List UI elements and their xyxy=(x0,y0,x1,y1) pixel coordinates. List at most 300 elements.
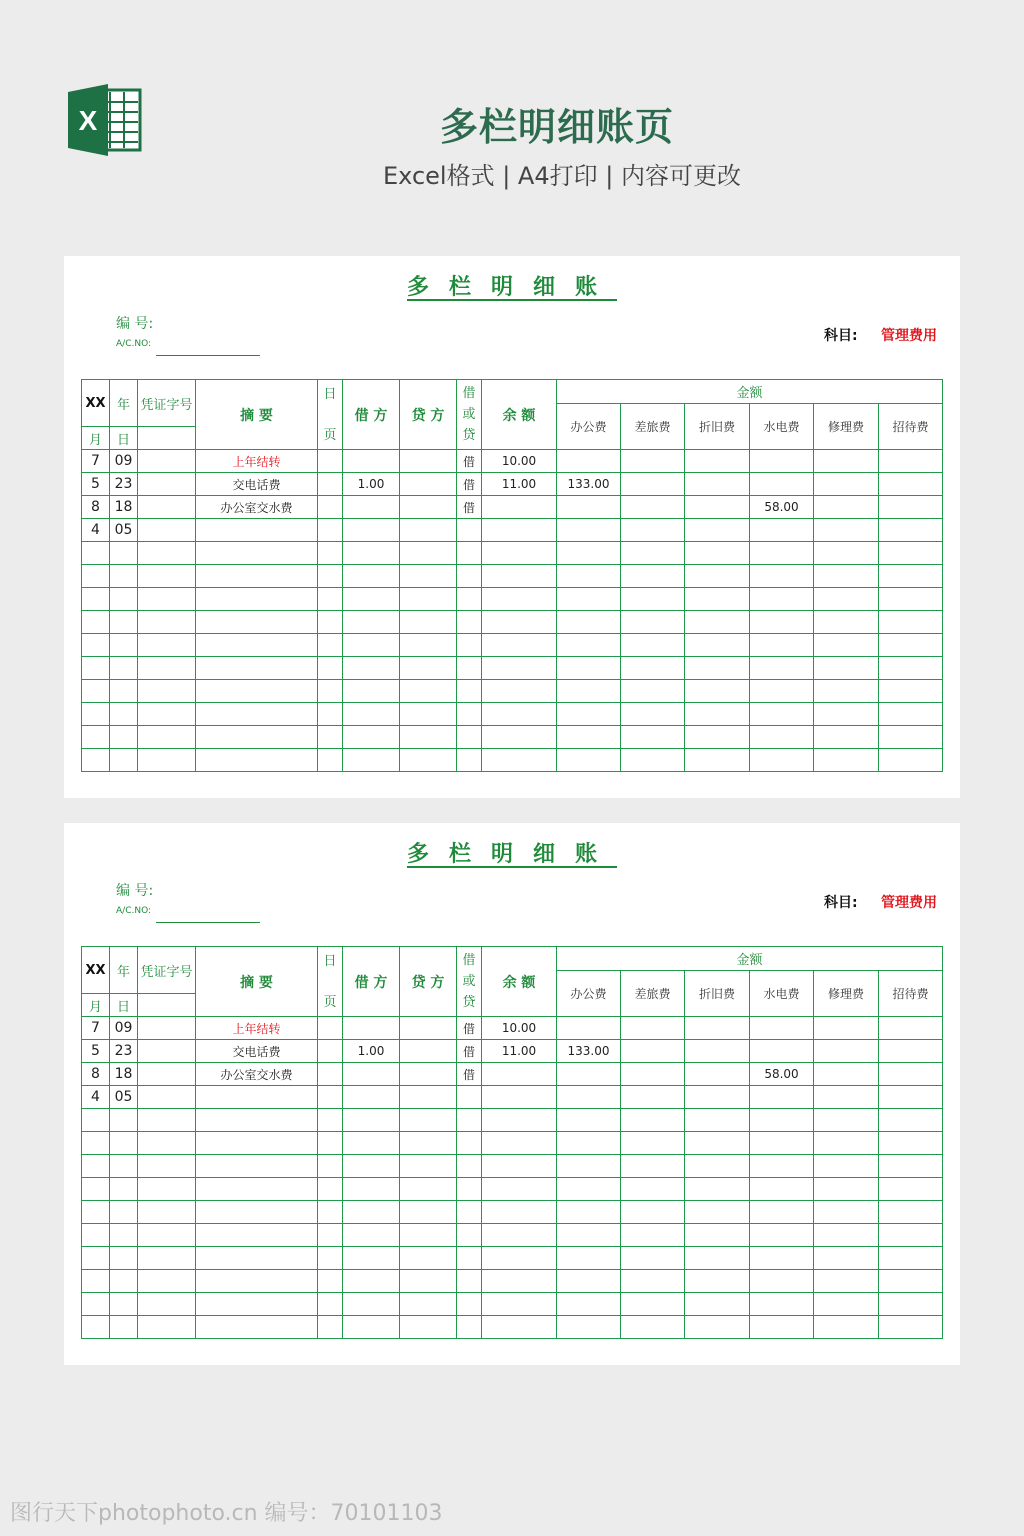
blank-cell[interactable] xyxy=(814,1201,879,1224)
blank-cell[interactable] xyxy=(621,565,685,588)
cell-c5[interactable] xyxy=(814,1017,879,1040)
cell-c6[interactable] xyxy=(879,450,943,473)
cell-dc[interactable]: 借 xyxy=(457,1063,482,1086)
blank-cell[interactable] xyxy=(814,1132,879,1155)
blank-cell[interactable] xyxy=(814,703,879,726)
blank-cell[interactable] xyxy=(621,680,685,703)
blank-cell[interactable] xyxy=(138,1316,196,1339)
blank-cell[interactable] xyxy=(482,1247,557,1270)
cell-dc[interactable]: 借 xyxy=(457,496,482,519)
blank-cell[interactable] xyxy=(400,1293,457,1316)
blank-cell[interactable] xyxy=(685,1247,750,1270)
blank-cell[interactable] xyxy=(82,1224,110,1247)
blank-cell[interactable] xyxy=(400,657,457,680)
blank-cell[interactable] xyxy=(482,703,557,726)
cell-balance[interactable]: 10.00 xyxy=(482,1017,557,1040)
blank-cell[interactable] xyxy=(685,542,750,565)
blank-cell[interactable] xyxy=(750,703,814,726)
blank-cell[interactable] xyxy=(196,749,318,772)
blank-cell[interactable] xyxy=(138,634,196,657)
blank-cell[interactable] xyxy=(685,1109,750,1132)
cell-debit[interactable] xyxy=(343,496,400,519)
cell-credit[interactable] xyxy=(400,496,457,519)
blank-cell[interactable] xyxy=(750,1155,814,1178)
cell-c4[interactable]: 58.00 xyxy=(750,496,814,519)
cell-credit[interactable] xyxy=(400,450,457,473)
blank-cell[interactable] xyxy=(318,1201,343,1224)
cell-c4[interactable]: 58.00 xyxy=(750,1063,814,1086)
blank-cell[interactable] xyxy=(138,1201,196,1224)
cell-c3[interactable] xyxy=(685,450,750,473)
blank-cell[interactable] xyxy=(685,565,750,588)
blank-cell[interactable] xyxy=(621,726,685,749)
blank-cell[interactable] xyxy=(457,1316,482,1339)
blank-cell[interactable] xyxy=(110,680,138,703)
cell-summary[interactable] xyxy=(196,519,318,542)
blank-cell[interactable] xyxy=(110,726,138,749)
blank-cell[interactable] xyxy=(457,1155,482,1178)
cell-c3[interactable] xyxy=(685,1040,750,1063)
blank-cell[interactable] xyxy=(196,1293,318,1316)
blank-cell[interactable] xyxy=(138,1109,196,1132)
blank-cell[interactable] xyxy=(557,680,621,703)
cell-summary[interactable]: 办公室交水费 xyxy=(196,496,318,519)
blank-cell[interactable] xyxy=(621,1293,685,1316)
cell-c2[interactable] xyxy=(621,473,685,496)
cell-debit[interactable] xyxy=(343,450,400,473)
cell-balance[interactable]: 11.00 xyxy=(482,1040,557,1063)
blank-cell[interactable] xyxy=(196,588,318,611)
cell-month[interactable]: 5 xyxy=(82,473,110,496)
cell-balance[interactable]: 10.00 xyxy=(482,450,557,473)
cell-c5[interactable] xyxy=(814,496,879,519)
cell-c3[interactable] xyxy=(685,1063,750,1086)
blank-cell[interactable] xyxy=(557,1132,621,1155)
blank-cell[interactable] xyxy=(196,1224,318,1247)
cell-page[interactable] xyxy=(318,1086,343,1109)
cell-dc[interactable] xyxy=(457,519,482,542)
blank-cell[interactable] xyxy=(343,703,400,726)
cell-summary[interactable] xyxy=(196,1086,318,1109)
cell-c2[interactable] xyxy=(621,1017,685,1040)
blank-cell[interactable] xyxy=(814,657,879,680)
blank-cell[interactable] xyxy=(814,1247,879,1270)
cell-month[interactable]: 5 xyxy=(82,1040,110,1063)
blank-cell[interactable] xyxy=(82,634,110,657)
blank-cell[interactable] xyxy=(110,588,138,611)
blank-cell[interactable] xyxy=(82,1178,110,1201)
blank-cell[interactable] xyxy=(685,657,750,680)
subject-value[interactable]: 管理费用 xyxy=(881,328,937,344)
blank-cell[interactable] xyxy=(400,611,457,634)
cell-c1[interactable] xyxy=(557,519,621,542)
blank-cell[interactable] xyxy=(318,726,343,749)
blank-cell[interactable] xyxy=(110,1109,138,1132)
cell-c2[interactable] xyxy=(621,519,685,542)
cell-credit[interactable] xyxy=(400,1063,457,1086)
blank-cell[interactable] xyxy=(557,565,621,588)
blank-cell[interactable] xyxy=(400,1155,457,1178)
blank-cell[interactable] xyxy=(750,1247,814,1270)
blank-cell[interactable] xyxy=(457,1270,482,1293)
cell-c5[interactable] xyxy=(814,450,879,473)
blank-cell[interactable] xyxy=(457,749,482,772)
blank-cell[interactable] xyxy=(318,1270,343,1293)
blank-cell[interactable] xyxy=(457,588,482,611)
blank-cell[interactable] xyxy=(110,1247,138,1270)
blank-cell[interactable] xyxy=(557,1270,621,1293)
blank-cell[interactable] xyxy=(814,588,879,611)
cell-c5[interactable] xyxy=(814,1086,879,1109)
blank-cell[interactable] xyxy=(196,611,318,634)
blank-cell[interactable] xyxy=(482,1178,557,1201)
blank-cell[interactable] xyxy=(621,1270,685,1293)
cell-c1[interactable]: 133.00 xyxy=(557,473,621,496)
blank-cell[interactable] xyxy=(879,1178,943,1201)
cell-credit[interactable] xyxy=(400,1017,457,1040)
cell-c2[interactable] xyxy=(621,1086,685,1109)
cell-summary[interactable]: 办公室交水费 xyxy=(196,1063,318,1086)
blank-cell[interactable] xyxy=(196,726,318,749)
blank-cell[interactable] xyxy=(750,657,814,680)
blank-cell[interactable] xyxy=(879,565,943,588)
blank-cell[interactable] xyxy=(879,1132,943,1155)
blank-cell[interactable] xyxy=(318,680,343,703)
blank-cell[interactable] xyxy=(400,542,457,565)
blank-cell[interactable] xyxy=(557,1316,621,1339)
blank-cell[interactable] xyxy=(750,1316,814,1339)
blank-cell[interactable] xyxy=(879,634,943,657)
blank-cell[interactable] xyxy=(196,1316,318,1339)
blank-cell[interactable] xyxy=(400,1178,457,1201)
cell-day[interactable]: 23 xyxy=(110,473,138,496)
blank-cell[interactable] xyxy=(400,588,457,611)
blank-cell[interactable] xyxy=(557,703,621,726)
cell-c1[interactable] xyxy=(557,1086,621,1109)
blank-cell[interactable] xyxy=(138,565,196,588)
cell-month[interactable]: 7 xyxy=(82,1017,110,1040)
blank-cell[interactable] xyxy=(482,634,557,657)
cell-debit[interactable]: 1.00 xyxy=(343,473,400,496)
blank-cell[interactable] xyxy=(750,1132,814,1155)
cell-summary[interactable]: 交电话费 xyxy=(196,473,318,496)
blank-cell[interactable] xyxy=(814,1270,879,1293)
blank-cell[interactable] xyxy=(814,1316,879,1339)
blank-cell[interactable] xyxy=(110,1178,138,1201)
cell-c6[interactable] xyxy=(879,519,943,542)
cell-c4[interactable] xyxy=(750,450,814,473)
blank-cell[interactable] xyxy=(879,1247,943,1270)
blank-cell[interactable] xyxy=(750,1270,814,1293)
blank-cell[interactable] xyxy=(879,588,943,611)
blank-cell[interactable] xyxy=(343,1155,400,1178)
cell-balance[interactable] xyxy=(482,496,557,519)
blank-cell[interactable] xyxy=(196,1270,318,1293)
cell-day[interactable]: 18 xyxy=(110,496,138,519)
blank-cell[interactable] xyxy=(318,1178,343,1201)
blank-cell[interactable] xyxy=(82,680,110,703)
blank-cell[interactable] xyxy=(685,634,750,657)
blank-cell[interactable] xyxy=(621,542,685,565)
blank-cell[interactable] xyxy=(685,588,750,611)
cell-month[interactable]: 4 xyxy=(82,1086,110,1109)
blank-cell[interactable] xyxy=(110,1270,138,1293)
blank-cell[interactable] xyxy=(750,565,814,588)
blank-cell[interactable] xyxy=(82,749,110,772)
blank-cell[interactable] xyxy=(400,565,457,588)
blank-cell[interactable] xyxy=(138,1155,196,1178)
cell-voucher[interactable] xyxy=(138,519,196,542)
blank-cell[interactable] xyxy=(457,1247,482,1270)
blank-cell[interactable] xyxy=(685,1132,750,1155)
blank-cell[interactable] xyxy=(457,1109,482,1132)
cell-c4[interactable] xyxy=(750,1017,814,1040)
blank-cell[interactable] xyxy=(685,1201,750,1224)
cell-page[interactable] xyxy=(318,1063,343,1086)
blank-cell[interactable] xyxy=(457,565,482,588)
blank-cell[interactable] xyxy=(482,726,557,749)
cell-voucher[interactable] xyxy=(138,450,196,473)
blank-cell[interactable] xyxy=(457,611,482,634)
blank-cell[interactable] xyxy=(457,542,482,565)
blank-cell[interactable] xyxy=(400,1270,457,1293)
blank-cell[interactable] xyxy=(82,1270,110,1293)
blank-cell[interactable] xyxy=(814,1224,879,1247)
blank-cell[interactable] xyxy=(750,1224,814,1247)
blank-cell[interactable] xyxy=(318,1247,343,1270)
blank-cell[interactable] xyxy=(482,1270,557,1293)
cell-c3[interactable] xyxy=(685,519,750,542)
cell-day[interactable]: 05 xyxy=(110,519,138,542)
blank-cell[interactable] xyxy=(318,657,343,680)
cell-c3[interactable] xyxy=(685,473,750,496)
blank-cell[interactable] xyxy=(82,588,110,611)
cell-day[interactable]: 23 xyxy=(110,1040,138,1063)
blank-cell[interactable] xyxy=(557,1155,621,1178)
blank-cell[interactable] xyxy=(457,1201,482,1224)
blank-cell[interactable] xyxy=(82,542,110,565)
blank-cell[interactable] xyxy=(482,749,557,772)
blank-cell[interactable] xyxy=(685,726,750,749)
cell-c5[interactable] xyxy=(814,1063,879,1086)
blank-cell[interactable] xyxy=(621,1316,685,1339)
blank-cell[interactable] xyxy=(457,657,482,680)
blank-cell[interactable] xyxy=(814,680,879,703)
cell-voucher[interactable] xyxy=(138,473,196,496)
blank-cell[interactable] xyxy=(482,565,557,588)
cell-c6[interactable] xyxy=(879,496,943,519)
cell-page[interactable] xyxy=(318,473,343,496)
cell-c3[interactable] xyxy=(685,1017,750,1040)
blank-cell[interactable] xyxy=(482,680,557,703)
cell-c5[interactable] xyxy=(814,1040,879,1063)
blank-cell[interactable] xyxy=(138,1270,196,1293)
cell-month[interactable]: 8 xyxy=(82,1063,110,1086)
blank-cell[interactable] xyxy=(457,680,482,703)
blank-cell[interactable] xyxy=(750,1293,814,1316)
blank-cell[interactable] xyxy=(138,588,196,611)
cell-page[interactable] xyxy=(318,450,343,473)
cell-day[interactable]: 09 xyxy=(110,1017,138,1040)
cell-c3[interactable] xyxy=(685,496,750,519)
blank-cell[interactable] xyxy=(343,1132,400,1155)
blank-cell[interactable] xyxy=(814,1293,879,1316)
cell-c1[interactable] xyxy=(557,496,621,519)
blank-cell[interactable] xyxy=(400,1224,457,1247)
cell-debit[interactable] xyxy=(343,519,400,542)
cell-balance[interactable] xyxy=(482,1086,557,1109)
cell-month[interactable]: 8 xyxy=(82,496,110,519)
blank-cell[interactable] xyxy=(750,726,814,749)
blank-cell[interactable] xyxy=(457,726,482,749)
blank-cell[interactable] xyxy=(457,634,482,657)
cell-voucher[interactable] xyxy=(138,496,196,519)
blank-cell[interactable] xyxy=(400,1316,457,1339)
cell-c6[interactable] xyxy=(879,1063,943,1086)
blank-cell[interactable] xyxy=(82,1201,110,1224)
blank-cell[interactable] xyxy=(110,542,138,565)
blank-cell[interactable] xyxy=(318,634,343,657)
cell-c1[interactable] xyxy=(557,1063,621,1086)
blank-cell[interactable] xyxy=(750,611,814,634)
blank-cell[interactable] xyxy=(400,1109,457,1132)
cell-credit[interactable] xyxy=(400,1040,457,1063)
cell-c1[interactable]: 133.00 xyxy=(557,1040,621,1063)
blank-cell[interactable] xyxy=(196,542,318,565)
blank-cell[interactable] xyxy=(318,565,343,588)
cell-summary[interactable]: 交电话费 xyxy=(196,1040,318,1063)
blank-cell[interactable] xyxy=(557,657,621,680)
blank-cell[interactable] xyxy=(343,1247,400,1270)
blank-cell[interactable] xyxy=(110,565,138,588)
cell-debit[interactable] xyxy=(343,1017,400,1040)
blank-cell[interactable] xyxy=(82,1316,110,1339)
blank-cell[interactable] xyxy=(457,703,482,726)
blank-cell[interactable] xyxy=(196,634,318,657)
blank-cell[interactable] xyxy=(138,1178,196,1201)
blank-cell[interactable] xyxy=(138,611,196,634)
cell-c2[interactable] xyxy=(621,496,685,519)
blank-cell[interactable] xyxy=(400,726,457,749)
blank-cell[interactable] xyxy=(750,1178,814,1201)
blank-cell[interactable] xyxy=(196,680,318,703)
cell-c5[interactable] xyxy=(814,473,879,496)
cell-balance[interactable]: 11.00 xyxy=(482,473,557,496)
cell-page[interactable] xyxy=(318,519,343,542)
blank-cell[interactable] xyxy=(400,749,457,772)
blank-cell[interactable] xyxy=(557,1224,621,1247)
blank-cell[interactable] xyxy=(343,657,400,680)
blank-cell[interactable] xyxy=(82,703,110,726)
blank-cell[interactable] xyxy=(343,1316,400,1339)
blank-cell[interactable] xyxy=(110,703,138,726)
blank-cell[interactable] xyxy=(343,726,400,749)
blank-cell[interactable] xyxy=(138,657,196,680)
blank-cell[interactable] xyxy=(138,1224,196,1247)
blank-cell[interactable] xyxy=(343,680,400,703)
blank-cell[interactable] xyxy=(82,611,110,634)
blank-cell[interactable] xyxy=(685,749,750,772)
blank-cell[interactable] xyxy=(482,542,557,565)
cell-credit[interactable] xyxy=(400,519,457,542)
blank-cell[interactable] xyxy=(814,542,879,565)
blank-cell[interactable] xyxy=(685,611,750,634)
blank-cell[interactable] xyxy=(879,680,943,703)
blank-cell[interactable] xyxy=(750,542,814,565)
blank-cell[interactable] xyxy=(557,1201,621,1224)
cell-c6[interactable] xyxy=(879,473,943,496)
blank-cell[interactable] xyxy=(138,680,196,703)
cell-summary[interactable]: 上年结转 xyxy=(196,450,318,473)
blank-cell[interactable] xyxy=(82,1247,110,1270)
blank-cell[interactable] xyxy=(343,1178,400,1201)
blank-cell[interactable] xyxy=(196,703,318,726)
cell-debit[interactable]: 1.00 xyxy=(343,1040,400,1063)
blank-cell[interactable] xyxy=(879,1293,943,1316)
blank-cell[interactable] xyxy=(814,1178,879,1201)
blank-cell[interactable] xyxy=(110,634,138,657)
blank-cell[interactable] xyxy=(138,726,196,749)
cell-balance[interactable] xyxy=(482,1063,557,1086)
blank-cell[interactable] xyxy=(557,726,621,749)
cell-dc[interactable]: 借 xyxy=(457,1017,482,1040)
blank-cell[interactable] xyxy=(814,1109,879,1132)
blank-cell[interactable] xyxy=(557,1247,621,1270)
blank-cell[interactable] xyxy=(82,726,110,749)
blank-cell[interactable] xyxy=(318,611,343,634)
blank-cell[interactable] xyxy=(557,611,621,634)
blank-cell[interactable] xyxy=(557,749,621,772)
cell-summary[interactable]: 上年结转 xyxy=(196,1017,318,1040)
blank-cell[interactable] xyxy=(750,588,814,611)
blank-cell[interactable] xyxy=(750,1201,814,1224)
blank-cell[interactable] xyxy=(814,726,879,749)
blank-cell[interactable] xyxy=(879,1201,943,1224)
blank-cell[interactable] xyxy=(318,1155,343,1178)
cell-c2[interactable] xyxy=(621,1040,685,1063)
blank-cell[interactable] xyxy=(814,611,879,634)
cell-c6[interactable] xyxy=(879,1086,943,1109)
blank-cell[interactable] xyxy=(879,1155,943,1178)
blank-cell[interactable] xyxy=(621,1155,685,1178)
blank-cell[interactable] xyxy=(814,634,879,657)
blank-cell[interactable] xyxy=(343,1293,400,1316)
blank-cell[interactable] xyxy=(318,1293,343,1316)
blank-cell[interactable] xyxy=(110,749,138,772)
blank-cell[interactable] xyxy=(482,1293,557,1316)
blank-cell[interactable] xyxy=(138,542,196,565)
blank-cell[interactable] xyxy=(750,634,814,657)
blank-cell[interactable] xyxy=(557,1109,621,1132)
blank-cell[interactable] xyxy=(621,611,685,634)
blank-cell[interactable] xyxy=(343,634,400,657)
cell-voucher[interactable] xyxy=(138,1086,196,1109)
blank-cell[interactable] xyxy=(400,1247,457,1270)
blank-cell[interactable] xyxy=(138,749,196,772)
blank-cell[interactable] xyxy=(110,1201,138,1224)
blank-cell[interactable] xyxy=(685,1293,750,1316)
blank-cell[interactable] xyxy=(196,1247,318,1270)
cell-credit[interactable] xyxy=(400,1086,457,1109)
blank-cell[interactable] xyxy=(750,1109,814,1132)
cell-balance[interactable] xyxy=(482,519,557,542)
blank-cell[interactable] xyxy=(82,1109,110,1132)
blank-cell[interactable] xyxy=(482,1224,557,1247)
blank-cell[interactable] xyxy=(82,565,110,588)
blank-cell[interactable] xyxy=(457,1132,482,1155)
cell-c3[interactable] xyxy=(685,1086,750,1109)
blank-cell[interactable] xyxy=(110,611,138,634)
